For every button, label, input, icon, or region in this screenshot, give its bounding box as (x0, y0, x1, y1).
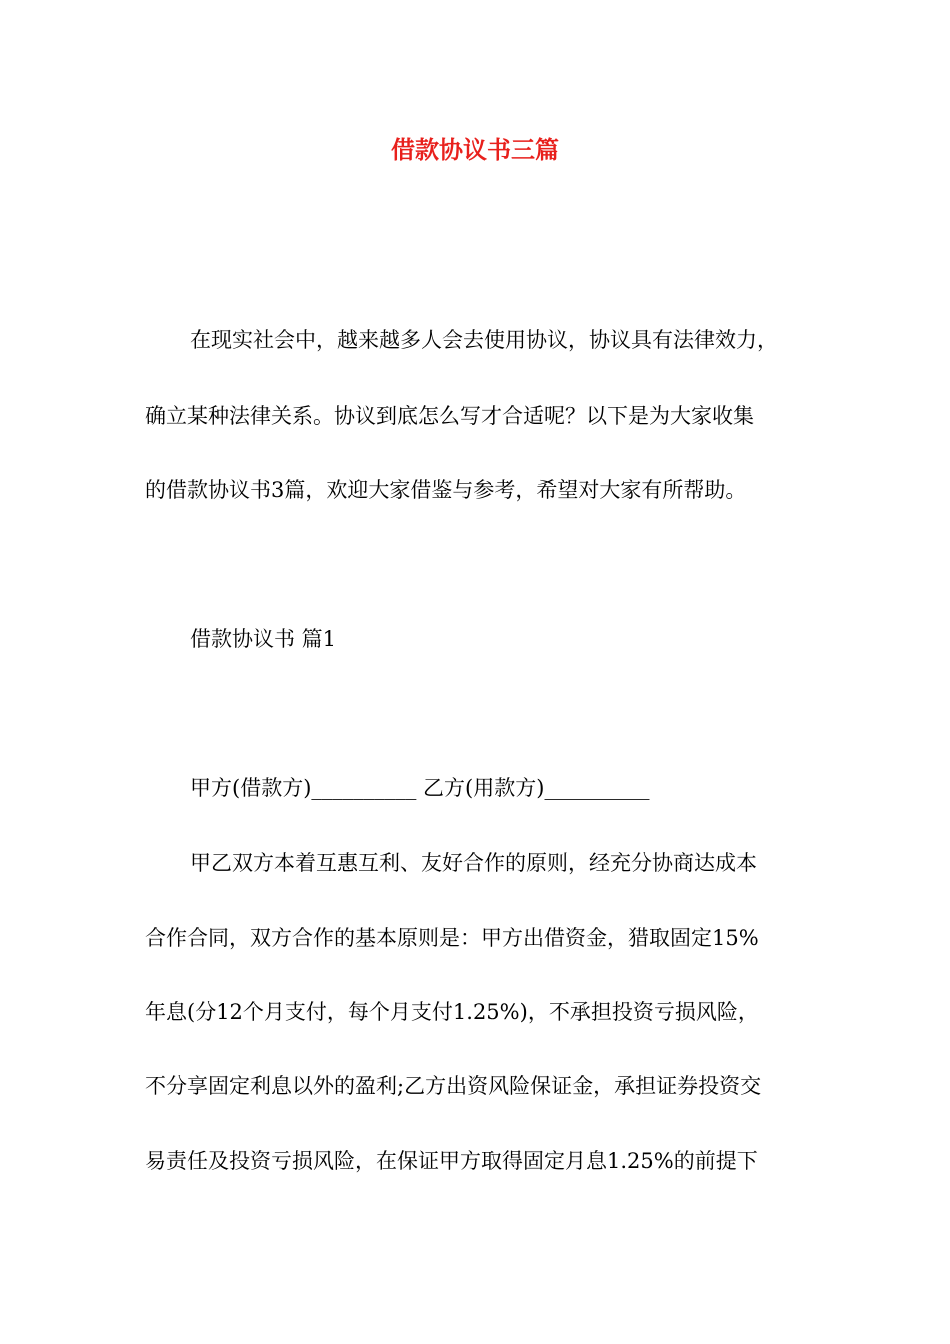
body-line-3: 年息(分12个月支付，每个月支付1.25%)，不承担投资亏损风险， (145, 1000, 759, 1024)
document-title: 借款协议书三篇 (391, 136, 559, 164)
section-heading: 借款协议书 篇1 (190, 627, 337, 651)
body-line-2: 合作合同，双方合作的基本原则是：甲方出借资金，猎取固定15% (145, 926, 759, 950)
intro-line-3: 的借款协议书3篇，欢迎大家借鉴与参考，希望对大家有所帮助。 (145, 478, 747, 502)
parties-line: 甲方(借款方)__________ 乙方(用款方)__________ (190, 776, 650, 800)
body-line-1: 甲乙双方本着互惠互利、友好合作的原则，经充分协商达成本 (190, 851, 757, 875)
body-line-5: 易责任及投资亏损风险，在保证甲方取得固定月息1.25%的前提下 (145, 1149, 758, 1173)
intro-line-1: 在现实社会中，越来越多人会去使用协议，协议具有法律效力， (190, 328, 778, 352)
intro-line-2: 确立某种法律关系。协议到底怎么写才合适呢？以下是为大家收集 (145, 404, 754, 428)
body-line-4: 不分享固定利息以外的盈利;乙方出资风险保证金，承担证券投资交 (145, 1074, 762, 1098)
